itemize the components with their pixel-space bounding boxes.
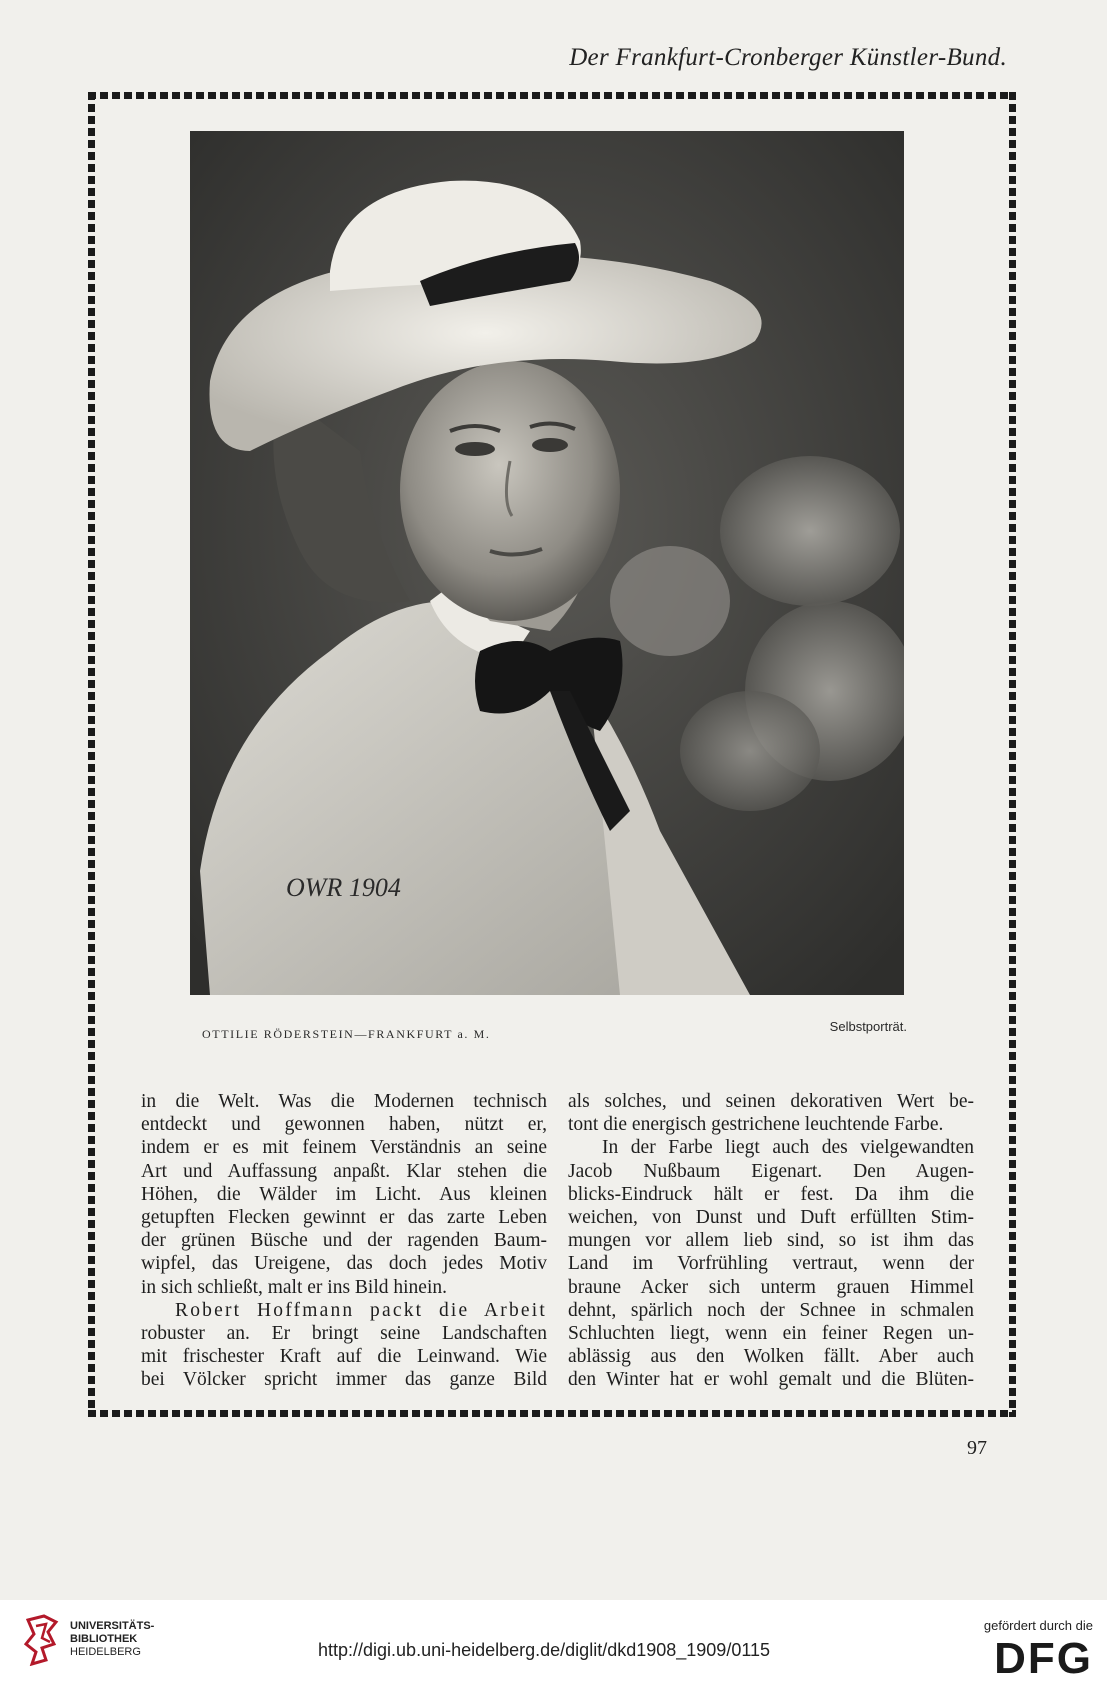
- viewer-footer: [0, 1600, 1107, 1688]
- text-line: getupften Flecken gewinnt er das zarte Leben: [141, 1206, 547, 1228]
- page-number: 97: [967, 1437, 987, 1459]
- text-line: Schluchten liegt, wenn ein feiner Regen un-: [568, 1322, 974, 1344]
- text-line: robuster an. Er bringt seine Landschaften: [141, 1322, 547, 1344]
- text-line: mit frischester Kraft auf die Leinwand. Wie: [141, 1346, 547, 1368]
- text-line: braune Acker sich unterm grauen Himmel: [568, 1276, 974, 1298]
- text-line: dehnt, spärlich noch der Schnee in schmalen: [568, 1299, 974, 1321]
- text-line: bei Völcker spricht immer das ganze Bild: [141, 1369, 547, 1391]
- text-line: ablässig aus den Wolken fällt. Aber auch: [568, 1346, 974, 1368]
- running-title: Der Frankfurt-Cronberger Künstler-Bund.: [569, 44, 1007, 71]
- text-line: blicks-Eindruck hält er fest. Da ihm die: [568, 1183, 974, 1205]
- portrait-painting: [190, 131, 904, 995]
- text-line: tont die energisch gestrichene leuchtende Farbe.: [568, 1114, 944, 1136]
- text-line: den Winter hat er wohl gemalt und die Blüten-: [568, 1369, 974, 1391]
- painter-signature: OWR 1904: [286, 873, 401, 902]
- text-line: entdeckt und gewonnen haben, nützt er,: [141, 1114, 547, 1136]
- funder-logo[interactable]: [984, 1618, 1093, 1681]
- text-line: als solches, und seinen dekorativen Wert be-: [568, 1091, 974, 1112]
- text-line: in die Welt. Was die Modernen technisch: [141, 1091, 547, 1112]
- text-line: Robert Hoffmann packt die Arbeit: [175, 1299, 547, 1321]
- permalink-url[interactable]: http://digi.ub.uni-heidelberg.de/diglit/dkd1908_1909/0115: [318, 1640, 771, 1660]
- library-seal-icon: [24, 1614, 60, 1666]
- library-name-line1: UNIVERSITÄTS-: [70, 1620, 155, 1632]
- figure-caption-title: Selbstporträt.: [829, 1019, 907, 1034]
- funder-label: gefördert durch die: [983, 1618, 1093, 1633]
- text-line: Höhen, die Wälder im Licht. Aus kleinen: [141, 1183, 547, 1205]
- text-line: wipfel, das Ureigene, das doch jedes Motiv: [141, 1253, 547, 1275]
- text-column-left: [141, 1090, 547, 1391]
- library-name-line3: HEIDELBERG: [70, 1646, 141, 1658]
- text-line: in sich schließt, malt er ins Bild hinein.: [141, 1276, 448, 1298]
- figure-caption-artist: OTTILIE RÖDERSTEIN—FRANKFURT a. M.: [202, 1027, 491, 1041]
- dfg-logo: DFG: [994, 1634, 1093, 1683]
- library-name-line2: BIBLIOTHEK: [70, 1633, 138, 1645]
- text-line: weichen, von Dunst und Duft erfüllten Stim-: [568, 1206, 974, 1228]
- text-line: Art und Auffassung anpaßt. Klar stehen die: [141, 1160, 547, 1182]
- text-column-right: [568, 1090, 974, 1391]
- text-line: Land im Vorfrühling vertraut, wenn der: [568, 1253, 974, 1275]
- library-logo[interactable]: [24, 1614, 154, 1666]
- text-line: indem er es mit feinem Verständnis an seine: [141, 1137, 547, 1159]
- text-line: der grünen Büsche und der ragenden Baum-: [141, 1230, 547, 1252]
- text-line: Jacob Nußbaum Eigenart. Den Augen-: [568, 1160, 974, 1182]
- text-line: In der Farbe liegt auch des vielgewandten: [602, 1137, 974, 1159]
- text-line: mungen vor allem lieb sind, so ist ihm das: [568, 1230, 974, 1252]
